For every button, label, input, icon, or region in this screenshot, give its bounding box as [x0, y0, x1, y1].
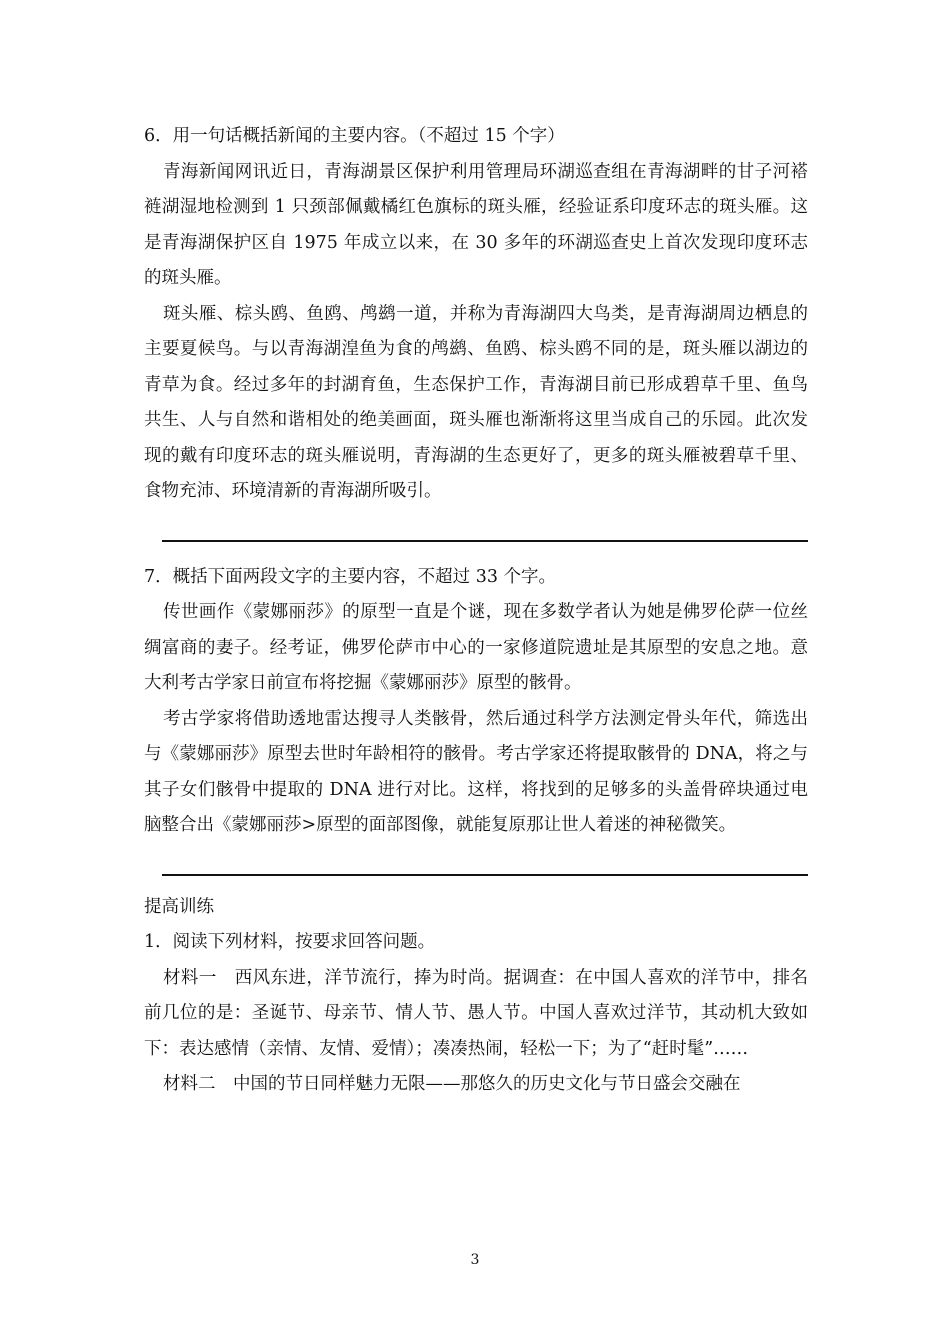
question-6-paragraph-2: 斑头雁、棕头鸥、鱼鸥、鸬鹚一道，并称为青海湖四大鸟类，是青海湖周边栖息的主要夏候鸟。与以青海湖湟鱼为食的鸬鹚、鱼鸥、棕头鸥不同的是，斑头雁以湖边的青草为食。经过多年的封湖育鱼，生态保护工作，青海湖目前已形成碧草千里、鱼鸟共生、人与自然和谐相处的绝美画面，斑头雁也渐渐将这里当成自己的乐园。此次发现的戴有印度环志的斑头雁说明，青海湖的生态更好了，更多的斑头雁被碧草千里、食物充沛、环境清新的青海湖所吸引。 — [144, 303, 808, 501]
spacer — [144, 876, 808, 890]
question-1-title: 1．阅读下列材料，按要求回答问题。 — [144, 932, 436, 952]
question-7-paragraph-2: 考古学家将借助透地雷达搜寻人类骸骨，然后通过科学方法测定骨头年代，筛选出与《蒙娜丽莎》原型去世时年龄相符的骸骨。考古学家还将提取骸骨的 DNA，将之与其子女们骸骨中提取的 DNA 进行对比。这样，将找到的足够多的头盖骨碎块通过电脑整合出《蒙娜丽莎>原型的面部图像，就能复原那让世人着迷的神秘微笑。 — [144, 708, 808, 835]
question-1-material-2: 材料二 中国的节日同样魅力无限——那悠久的历史文化与节日盛会交融在 — [163, 1074, 741, 1094]
question-7-title: 7．概括下面两段文字的主要内容，不超过 33 个字。 — [144, 566, 557, 587]
spacer — [144, 844, 808, 874]
spacer — [144, 510, 808, 540]
page-number: 3 — [470, 1252, 480, 1268]
page-content — [144, 119, 808, 1103]
question-1-material-1: 材料一 西风东进，洋节流行，捧为时尚。据调查：在中国人喜欢的洋节中，排名前几位的是：圣诞节、母亲节、情人节、愚人节。中国人喜欢过洋节，其动机大致如下：表达感情（亲情、友情、爱情）；凑凑热闹，轻松一下；为了“赶时髦”…… — [144, 967, 808, 1059]
section-heading: 提高训练 — [144, 896, 214, 917]
question-6-paragraph-1: 青海新闻网讯近日，青海湖景区保护利用管理局环湖巡查组在青海湖畔的甘子河褡裢湖湿地检测到 1 只颈部佩戴橘红色旗标的斑头雁，经验证系印度环志的斑头雁。这是青海湖保护区自 1975 年成立以来，在 30 多年的环湖巡查史上首次发现印度环志的斑头雁。 — [144, 161, 808, 288]
spacer — [144, 542, 808, 560]
question-7-paragraph-1: 传世画作《蒙娜丽莎》的原型一直是个谜，现在多数学者认为她是佛罗伦萨一位丝绸富商的妻子。经考证，佛罗伦萨市中心的一家修道院遗址是其原型的安息之地。意大利考古学家日前宣布将挖掘《蒙娜丽莎》原型的骸骨。 — [144, 602, 808, 693]
question-6-title: 6．用一句话概括新闻的主要内容。（不超过 15 个字） — [144, 126, 565, 146]
